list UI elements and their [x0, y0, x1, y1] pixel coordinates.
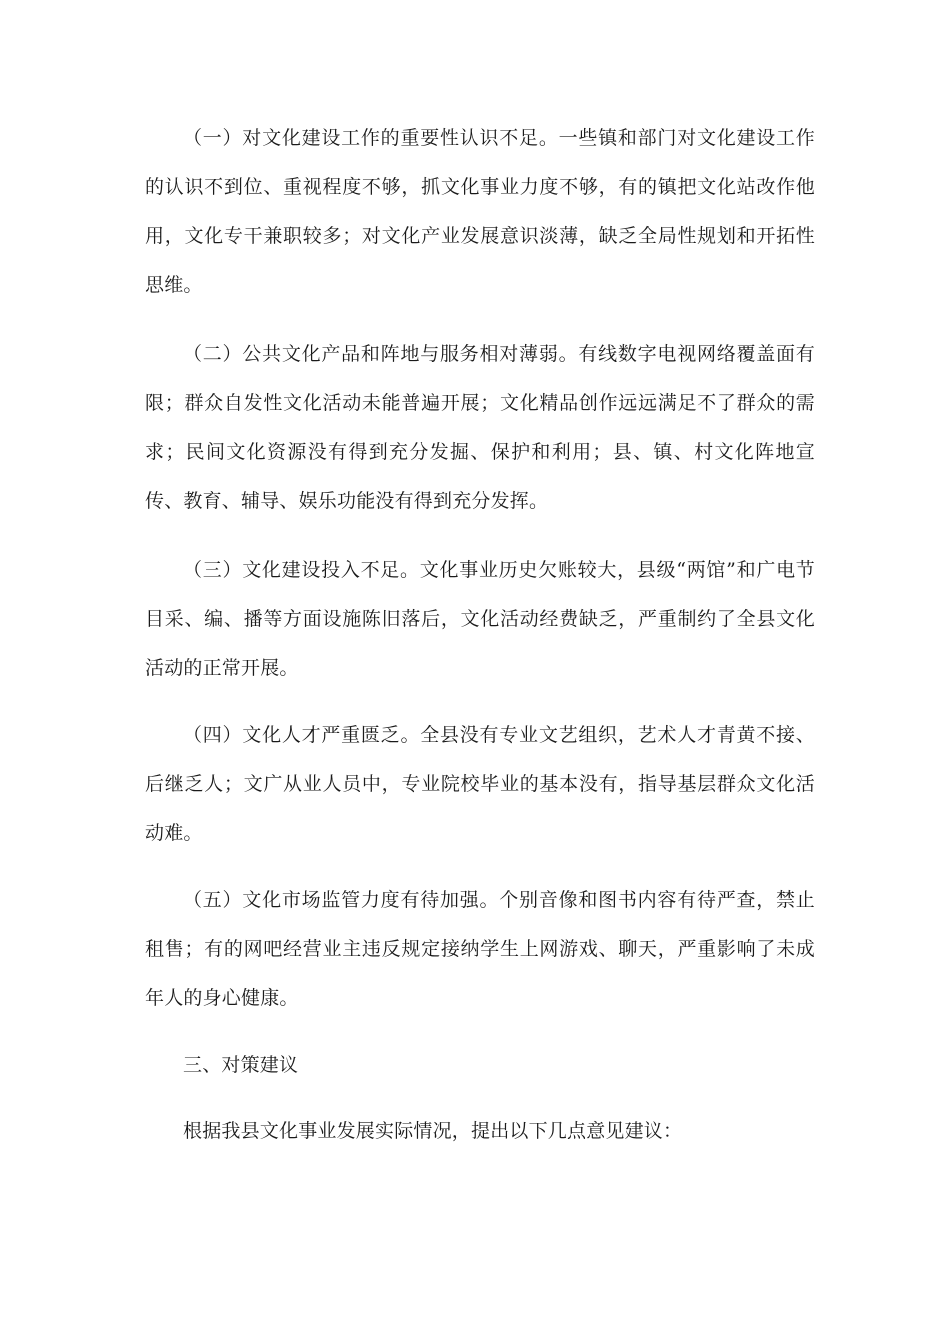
section-heading: 三、对策建议 [183, 1054, 299, 1076]
paragraph-issue-2: （二）公共文化产品和阵地与服务相对薄弱。有线数字电视网络覆盖面有限；群众自发性文化活动未能普遍开展；文化精品创作远远满足不了群众的需求；民间文化资源没有得到充分发掘、保护和利用；县、镇、村文化阵地宣传、教育、辅导、娱乐功能没有得到充分发挥。 [145, 343, 815, 512]
paragraph-issue-4: （四）文化人才严重匮乏。全县没有专业文艺组织，艺术人才青黄不接、后继乏人；文广从业人员中，专业院校毕业的基本没有，指导基层群众文化活动难。 [145, 724, 815, 844]
paragraph-issue-5: （五）文化市场监管力度有待加强。个别音像和图书内容有待严查，禁止租售；有的网吧经营业主违反规定接纳学生上网游戏、聊天，严重影响了未成年人的身心健康。 [145, 889, 815, 1009]
paragraph-intro: 根据我县文化事业发展实际情况，提出以下几点意见建议： [183, 1120, 683, 1142]
paragraph-issue-1: （一）对文化建设工作的重要性认识不足。一些镇和部门对文化建设工作的认识不到位、重视程度不够，抓文化事业力度不够，有的镇把文化站改作他用，文化专干兼职较多；对文化产业发展意识淡薄，缺乏全局性规划和开拓性思维。 [145, 127, 815, 296]
paragraph-issue-3: （三）文化建设投入不足。文化事业历史欠账较大，县级“两馆”和广电节目采、编、播等方面设施陈旧落后，文化活动经费缺乏，严重制约了全县文化活动的正常开展。 [145, 559, 815, 679]
